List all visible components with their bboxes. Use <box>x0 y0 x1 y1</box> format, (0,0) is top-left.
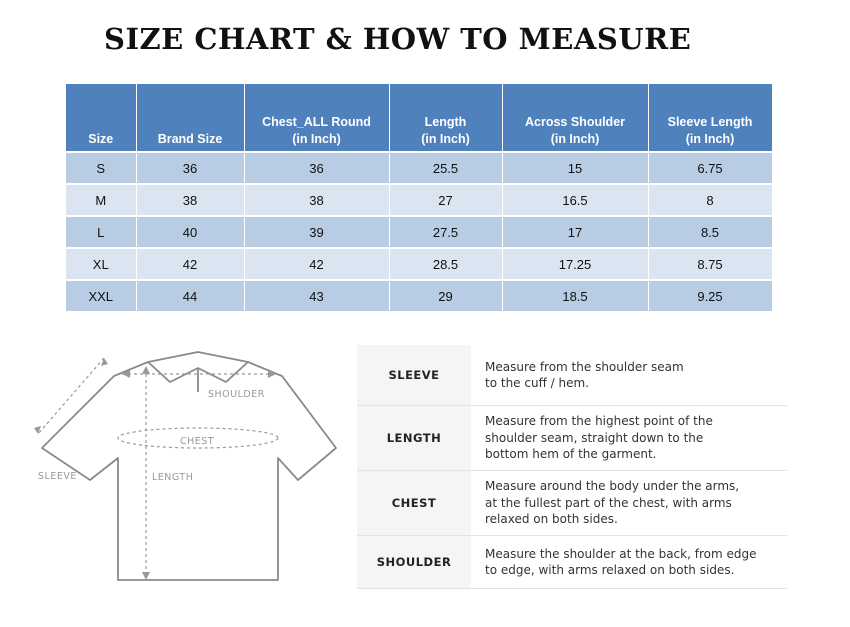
table-cell: 8 <box>648 184 772 216</box>
table-cell: 15 <box>502 152 648 184</box>
how-to-measure-guide <box>357 345 787 589</box>
table-row <box>66 248 772 280</box>
table-cell: 40 <box>136 216 244 248</box>
header-sleeve-length: Sleeve Length (in Inch) <box>648 84 772 152</box>
diagram-label-length: LENGTH <box>152 472 194 483</box>
table-cell: 36 <box>136 152 244 184</box>
table-cell: 28.5 <box>389 248 502 280</box>
table-cell: 44 <box>136 280 244 311</box>
table-cell: 8.5 <box>648 216 772 248</box>
table-cell: 6.75 <box>648 152 772 184</box>
table-cell: 18.5 <box>502 280 648 311</box>
table-cell: 38 <box>136 184 244 216</box>
table-cell: 27.5 <box>389 216 502 248</box>
table-cell: 42 <box>244 248 389 280</box>
table-cell: 25.5 <box>389 152 502 184</box>
header-chest: Chest_ALL Round (in Inch) <box>244 84 389 152</box>
guide-row <box>357 345 787 406</box>
table-cell: S <box>66 152 136 184</box>
page-title: SIZE CHART & HOW TO MEASURE <box>104 22 692 56</box>
table-cell: 9.25 <box>648 280 772 311</box>
table-header-row <box>66 84 772 152</box>
table-cell: 29 <box>389 280 502 311</box>
header-across-shoulder: Across Shoulder (in Inch) <box>502 84 648 152</box>
table-row <box>66 280 772 311</box>
diagram-label-sleeve: SLEEVE <box>38 471 77 482</box>
table-cell: 8.75 <box>648 248 772 280</box>
shirt-outline-icon <box>42 362 336 580</box>
table-cell: 42 <box>136 248 244 280</box>
shirt-measurement-diagram <box>30 340 350 590</box>
guide-description: Measure from the highest point of the shoulder seam, straight down to the bottom hem of the garment. <box>471 406 787 471</box>
diagram-label-shoulder: SHOULDER <box>208 389 265 400</box>
table-cell: XL <box>66 248 136 280</box>
table-cell: 17.25 <box>502 248 648 280</box>
table-cell: 36 <box>244 152 389 184</box>
size-chart-table <box>66 84 773 311</box>
table-cell: 38 <box>244 184 389 216</box>
guide-term: SLEEVE <box>357 345 471 406</box>
guide-description: Measure around the body under the arms, at the fullest part of the chest, with arms relaxed on both sides. <box>471 471 787 536</box>
table-cell: 43 <box>244 280 389 311</box>
guide-description: Measure from the shoulder seam to the cuff / hem. <box>471 345 787 406</box>
guide-term: SHOULDER <box>357 536 471 589</box>
guide-description: Measure the shoulder at the back, from edge to edge, with arms relaxed on both sides. <box>471 536 787 589</box>
table-cell: M <box>66 184 136 216</box>
table-cell: 39 <box>244 216 389 248</box>
table-row <box>66 216 772 248</box>
table-cell: 17 <box>502 216 648 248</box>
table-row <box>66 152 772 184</box>
guide-row <box>357 471 787 536</box>
table-cell: L <box>66 216 136 248</box>
table-cell: 27 <box>389 184 502 216</box>
guide-term: LENGTH <box>357 406 471 471</box>
table-cell: XXL <box>66 280 136 311</box>
guide-term: CHEST <box>357 471 471 536</box>
table-row <box>66 184 772 216</box>
header-length: Length (in Inch) <box>389 84 502 152</box>
guide-row <box>357 406 787 471</box>
guide-row <box>357 536 787 589</box>
table-cell: 16.5 <box>502 184 648 216</box>
header-brand-size: Brand Size <box>136 84 244 152</box>
header-size: Size <box>66 84 136 152</box>
diagram-label-chest: CHEST <box>180 436 215 447</box>
